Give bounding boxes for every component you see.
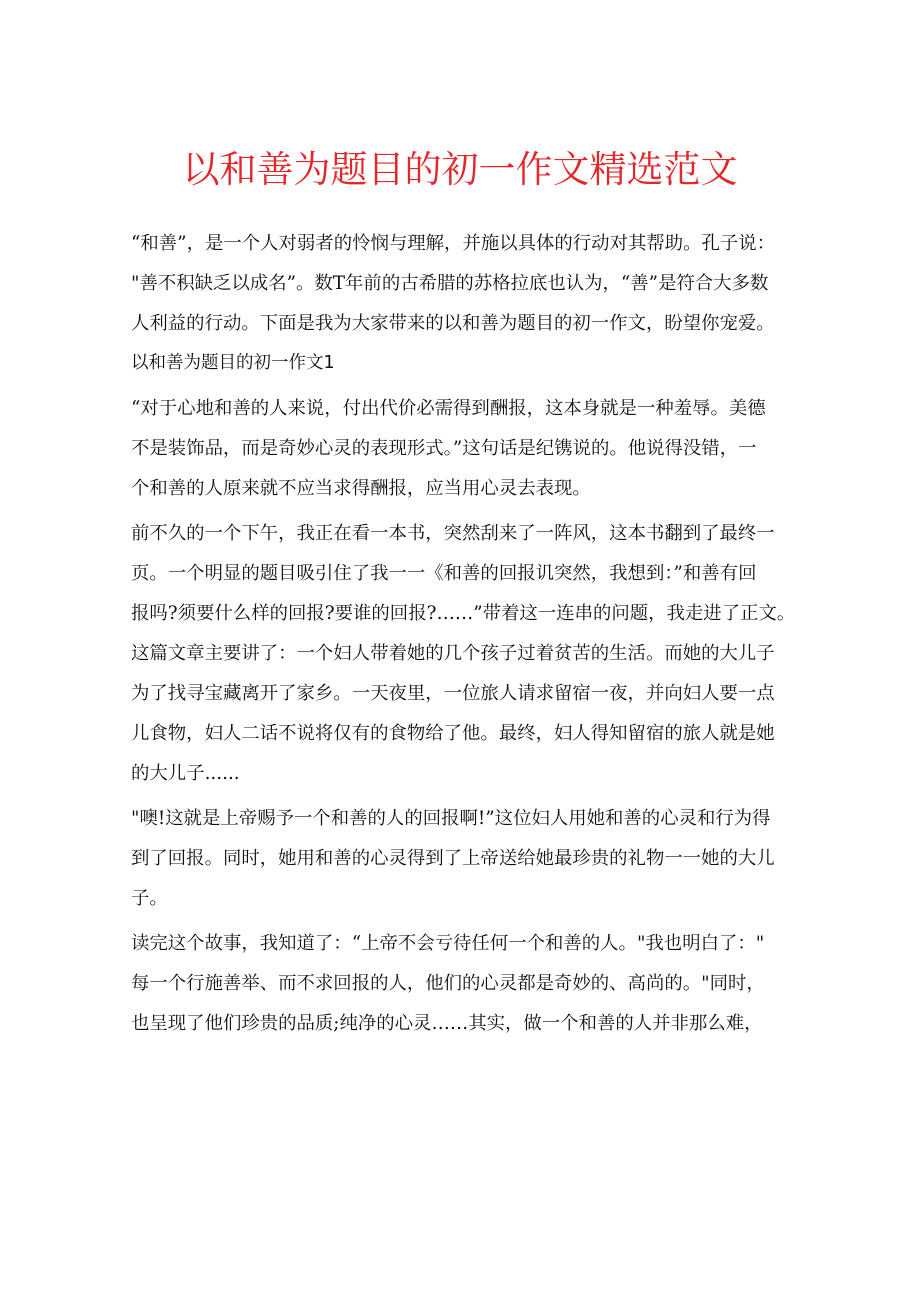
text-line: “和善”，是一个人对弱者的怜悯与理解，并施以具体的行动对其帮助。孔子说： (131, 233, 776, 254)
text-line: 的大儿子...... (131, 763, 240, 784)
document-body (131, 225, 801, 1042)
text-line: 这篇文章主要讲了：一个妇人带着她的几个孩子过着贫苦的生活。而她的大儿子 (131, 643, 775, 664)
text-line: "噢!这就是上帝赐予一个和善的人的回报啊!”这位妇人用她和善的心灵和行为得 (131, 808, 771, 829)
paragraph (131, 800, 801, 917)
text-line: 不是装饰品，而是奇妙心灵的表现形式。”这句话是纪镌说的。他说得没错，一 (131, 438, 757, 459)
text-line: 儿食物，妇人二话不说将仅有的食物给了他。最终，妇人得知留宿的旅人就是她 (131, 723, 775, 744)
text-line: 到了回报。同时，她用和善的心灵得到了上帝送给她最珍贵的礼物一一她的大儿 (131, 848, 775, 869)
text-line: 为了找寻宝藏离开了家乡。一天夜里，一位旅人请求留宿一夜，并向妇人要一点 (131, 683, 775, 704)
text-line: 子。 (131, 888, 168, 909)
text-line: 读完这个故事，我知道了：“上帝不会亏待任何一个和善的人。"我也明白了：" (131, 933, 765, 954)
paragraph (131, 925, 801, 1042)
text-line: 人利益的行动。下面是我为大家带来的以和善为题目的初一作文，盼望你宠爱。 (131, 313, 775, 334)
text-line: 个和善的人原来就不应当求得酬报，应当用心灵去表现。 (131, 478, 591, 499)
intro-paragraph (131, 225, 801, 342)
text-line: 每一个行施善举、而不求回报的人，他们的心灵都是奇妙的、高尚的。"同时， (131, 973, 765, 994)
text-line: "善不积缺乏以成名”。数T年前的古希腊的苏格拉底也认为，“善”是符合大多数 (131, 273, 769, 294)
text-line: 前不久的一个下午，我正在看一本书，突然刮来了一阵风，这本书翻到了最终一 (131, 523, 775, 544)
text-line: “对于心地和善的人来说，付出代价必需得到酬报，这本身就是一种羞辱。美德 (131, 398, 766, 419)
text-line: 页。一个明显的题目吸引住了我一一《和善的回报讥突然，我想到：”和善有回 (131, 563, 757, 584)
section-heading: 以和善为题目的初一作文1 (131, 353, 335, 373)
paragraph (131, 390, 801, 507)
text-line: 也呈现了他们珍贵的品质;纯净的心灵……其实，做一个和善的人并非那么难， (131, 1013, 763, 1034)
paragraph (131, 515, 801, 792)
document-title: 以和善为题目的初一作文精选范文 (182, 148, 738, 191)
text-line: 报吗?须要什么样的回报?要谁的回报?……”带着这一连串的问题，我走进了正文。 (131, 603, 796, 624)
